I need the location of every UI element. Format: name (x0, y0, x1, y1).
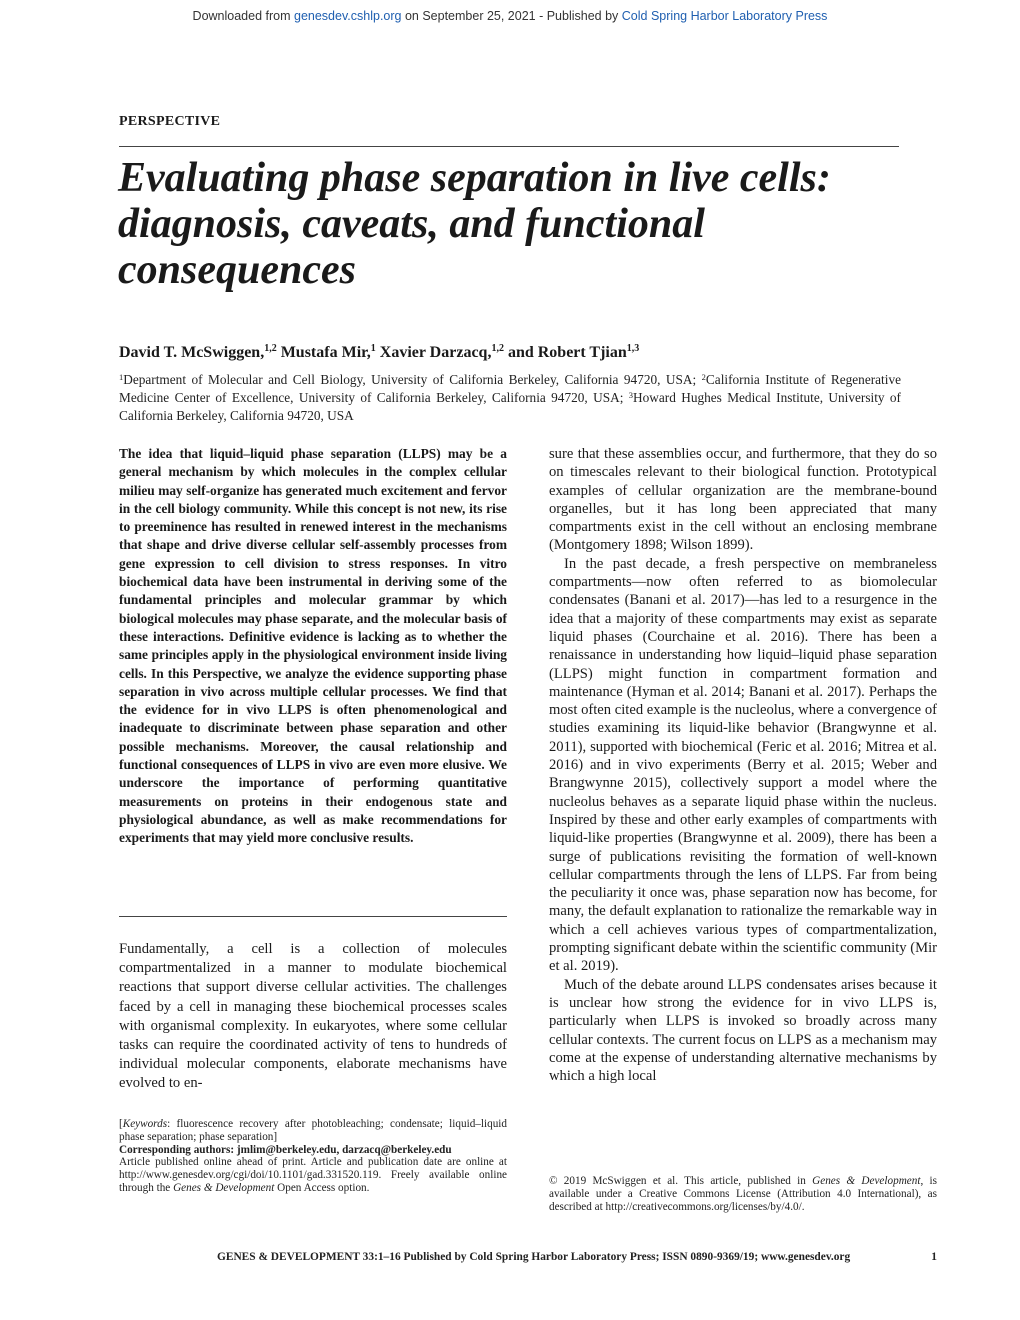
author-name: Mustafa Mir, (280, 344, 371, 361)
author-affil-marker: 1 (370, 343, 376, 354)
body-paragraph: Much of the debate around LLPS condensates arises because it is unclear how strong the evidence for in vivo LLPS is, particularly when LLPS is invoked so broadly across many cellular contexts. The current focus on LLPS as a mechanism may come at the expense of understanding alternative mechanisms by which a high local (549, 976, 937, 1085)
banner-prefix: Downloaded from (192, 9, 294, 23)
affiliation-text: California Institute of Regenerative Medicine Center of Excellence, University of California Berkeley, California 94720, USA; (119, 372, 901, 405)
article-title: Evaluating phase separation in live cells: diagnosis, caveats, and functional consequences (118, 155, 831, 293)
affiliations (119, 371, 901, 425)
author-affil-marker: 1,2 (491, 343, 504, 354)
corresponding-line (119, 1144, 507, 1157)
banner-middle: on September 25, 2021 - Published by (401, 9, 622, 23)
body-paragraph: In the past decade, a fresh perspective on membraneless compartments—now often referred to as biomolecular condensates (Banani et al. 2017)—has led to a resurgence in the idea that a majority of these compartments may exist as separate liquid phases (Courchaine et al. 2016). There has been a renaissance in understanding how liquid–liquid phase separation (LLPS) might function in compartment formation and maintenance (Hyman et al. 2014; Banani et al. 2017). Perhaps the most often cited example is the nucleolus, where a convergence of studies examining its liquid-like behavior (Brangwynne et al. 2011), supported with biochemical (Feric et al. 2016; Mitrea et al. 2016) and in vivo experiments (Berry et al. 2015; Weber and Brangwynne 2015), collectively support a model where the nucleolus behaves as a separate liquid phase within the nucleus. Inspired by these and other early examples of compartments with liquid-like properties (Brangwynne et al. 2009), there has been a surge of publications revisiting the formation of well-known cellular compartments through the lens of LLPS. Far from being the peculiarity it once was, phase separation now has become, for many, the default explanation to rationalize the remarkable way in which a cell achieves various types of compartmentalization, prompting significant debate within the scientific community (Mir et al. 2019). (549, 555, 937, 975)
publisher-link[interactable]: Cold Spring Harbor Laboratory Press (621, 9, 828, 23)
author-list (119, 343, 899, 363)
author-name: Xavier Darzacq, (379, 344, 492, 361)
license-note (549, 1175, 937, 1214)
license-prefix: © 2019 McSwiggen et al. This article, published in (549, 1175, 813, 1187)
download-banner (0, 9, 1020, 23)
article-note-text: Article published online ahead of print. Article and publication date are online at http://www.genesdev.org/cgi/doi/10.1101/gad.331520.119. Freely available online through the (119, 1156, 507, 1194)
author-affil-marker: 1,2 (264, 343, 277, 354)
page-number: 1 (931, 1251, 937, 1263)
affil-marker: 3 (628, 390, 634, 400)
author-name: David T. McSwiggen, (119, 344, 265, 361)
article-note-text-end: Open Access option. (274, 1181, 370, 1194)
section-label: PERSPECTIVE (119, 114, 221, 129)
right-column (549, 445, 937, 1085)
source-link[interactable]: genesdev.cshlp.org (294, 9, 402, 23)
left-column (119, 445, 507, 848)
affil-marker: 1 (119, 372, 124, 382)
corresponding-emails: jmlim@berkeley.edu, darzacq@berkeley.edu (234, 1143, 452, 1156)
keywords-label: Keywords (122, 1118, 168, 1130)
body-paragraph: sure that these assemblies occur, and furthermore, that they do so on timescales relevant to their biological function. Prototypical examples of cellular organization are the membrane-bound organelles, but it has long been appreciated that many compartments exist in the cell without an enclosing membrane (Montgomery 1898; Wilson 1899). (549, 446, 937, 554)
abstract: The idea that liquid–liquid phase separation (LLPS) may be a general mechanism by which molecules in the complex cellular milieu may self-organize has generated much excitement and fervor in the cell biology community. While this concept is not new, its rise to preeminence has resulted in renewed interest in the mechanisms that shape and drive diverse cellular self-assembly processes from gene expression to cell division to stress responses. In vitro biochemical data have been instrumental in deriving some of the fundamental principles and molecular grammar by which biological molecules may phase separate, and the molecular basis of these interactions. Definitive evidence is lacking as to whether the same principles apply in the physiological environment inside living cells. In this Perspective, we analyze the evidence supporting phase separation in vivo across multiple cellular processes. We find that the evidence for in vivo LLPS is often phenomenological and inadequate to discriminate between phase separation and other possible mechanisms. Moreover, the causal relationship and functional consequences of LLPS in vivo are even more elusive. We underscore the importance of performing quantitative measurements on proteins in their endogenous state and physiological abundance, as well as make recommendations for experiments that may yield more conclusive results. (119, 446, 507, 846)
footnote (119, 1118, 507, 1195)
footer-journal-line: GENES & DEVELOPMENT 33:1–16 Published by Cold Spring Harbor Laboratory Press; ISSN 0890-9369/19; www.genesdev.org (217, 1251, 851, 1263)
affiliation-text: Department of Molecular and Cell Biology, University of California Berkeley, California 94720, USA; (123, 372, 702, 387)
abstract-divider (119, 916, 507, 917)
corresponding-label: Corresponding authors: (119, 1143, 235, 1156)
keywords-text: : fluorescence recovery after photobleaching; condensate; liquid–liquid phase separation; phase separation] (119, 1118, 507, 1143)
affiliation-text: Howard Hughes Medical Institute, University of California Berkeley, California 94720, USA (119, 390, 901, 423)
journal-name: Genes & Development (173, 1181, 275, 1194)
keywords-line: [Keywords: fluorescence recovery after photobleaching; condensate; liquid–liquid phase separation; phase separation] (119, 1118, 507, 1143)
body-paragraph-left: Fundamentally, a cell is a collection of molecules compartmentalized in a manner to modulate biochemical reactions that support diverse cellular activities. The challenges faced by a cell in managing these biochemical processes scales with organismal complexity. In eukaryotes, where some cellular tasks can require the coordinated activity of tens to hundreds of individual molecular components, elaborate mechanisms have evolved to en- (119, 941, 507, 1092)
license-journal-name: Genes & Development (812, 1175, 921, 1187)
header-rule (119, 146, 899, 147)
affil-marker: 2 (701, 372, 706, 382)
article-note (119, 1156, 507, 1194)
author-affil-marker: 1,3 (626, 343, 640, 354)
license-suffix: , is available under a Creative Commons License (Attribution 4.0 International), as described at http://creativecommons.org/licenses/by/4.0/. (549, 1175, 937, 1213)
author-name: and Robert Tjian (507, 344, 627, 361)
